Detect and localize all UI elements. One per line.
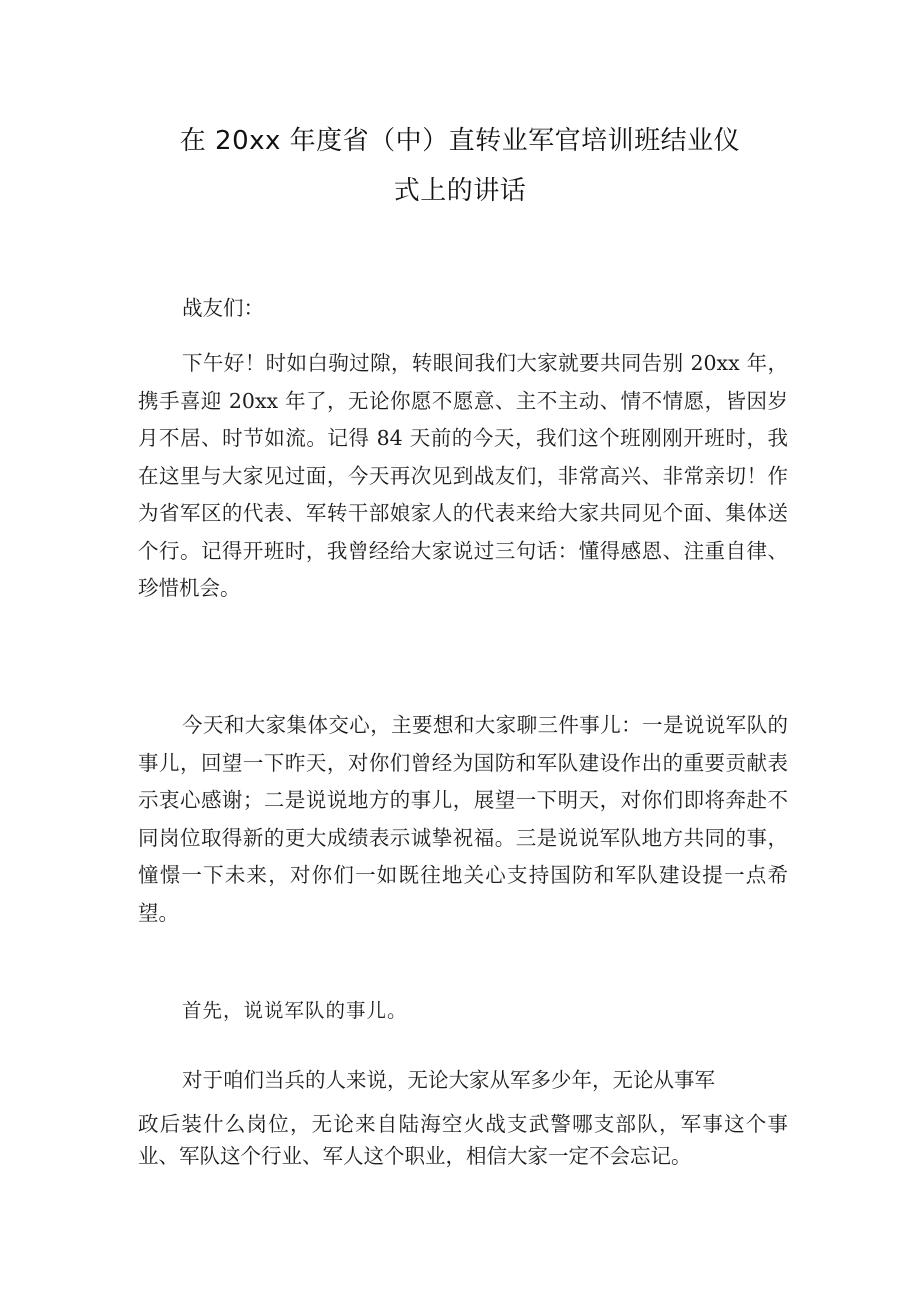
document-title-line-1: 在 20xx 年度省（中）直转业军官培训班结业仪: [179, 126, 741, 156]
body-paragraph-2: 今天和大家集体交心，主要想和大家聊三件事儿：一是说说军队的事儿，回望一下昨天，对你们曾经为国防和军队建设作出的重要贡献表示衷心感谢；二是说说地方的事儿，展望一下明天，对你们即将奔赴不同岗位取得新的更大成绩表示诚挚祝福。三是说说军队地方共同的事，憧憬一下未来，对你们一如既往地关心支持国防和军队建设提一点希望。: [138, 713, 788, 925]
section-heading-paragraph: 首先，说说军队的事儿。: [182, 999, 408, 1022]
greeting-paragraph: 战友们：: [182, 296, 264, 320]
document-title-line-2: 式上的讲话: [393, 176, 527, 206]
body-paragraph-4-first-line: 对于咱们当兵的人来说，无论大家从军多少年，无论从事军: [182, 1068, 715, 1092]
body-paragraph-1: 下午好！时如白驹过隙，转眼间我们大家就要共同告别 20xx 年，携手喜迎 20xx 年了，无论你愿不愿意、主不主动、情不情愿，皆因岁月不居、时节如流。记得 84 天前的今天，我们这个班刚刚开班时，我在这里与大家见过面，今天再次见到战友们，非常高兴、非常亲切！作为省军区的代表、军转干部娘家人的代表来给大家共同见个面、集体送个行。记得开班时，我曾经给大家说过三句话：懂得感恩、注重自律、珍惜机会。: [138, 351, 788, 600]
body-paragraph-4-continuation: 政后装什么岗位，无论来自陆海空火战支武警哪支部队，军事这个事业、军队这个行业、军人这个职业，相信大家一定不会忘记。: [138, 1112, 788, 1168]
